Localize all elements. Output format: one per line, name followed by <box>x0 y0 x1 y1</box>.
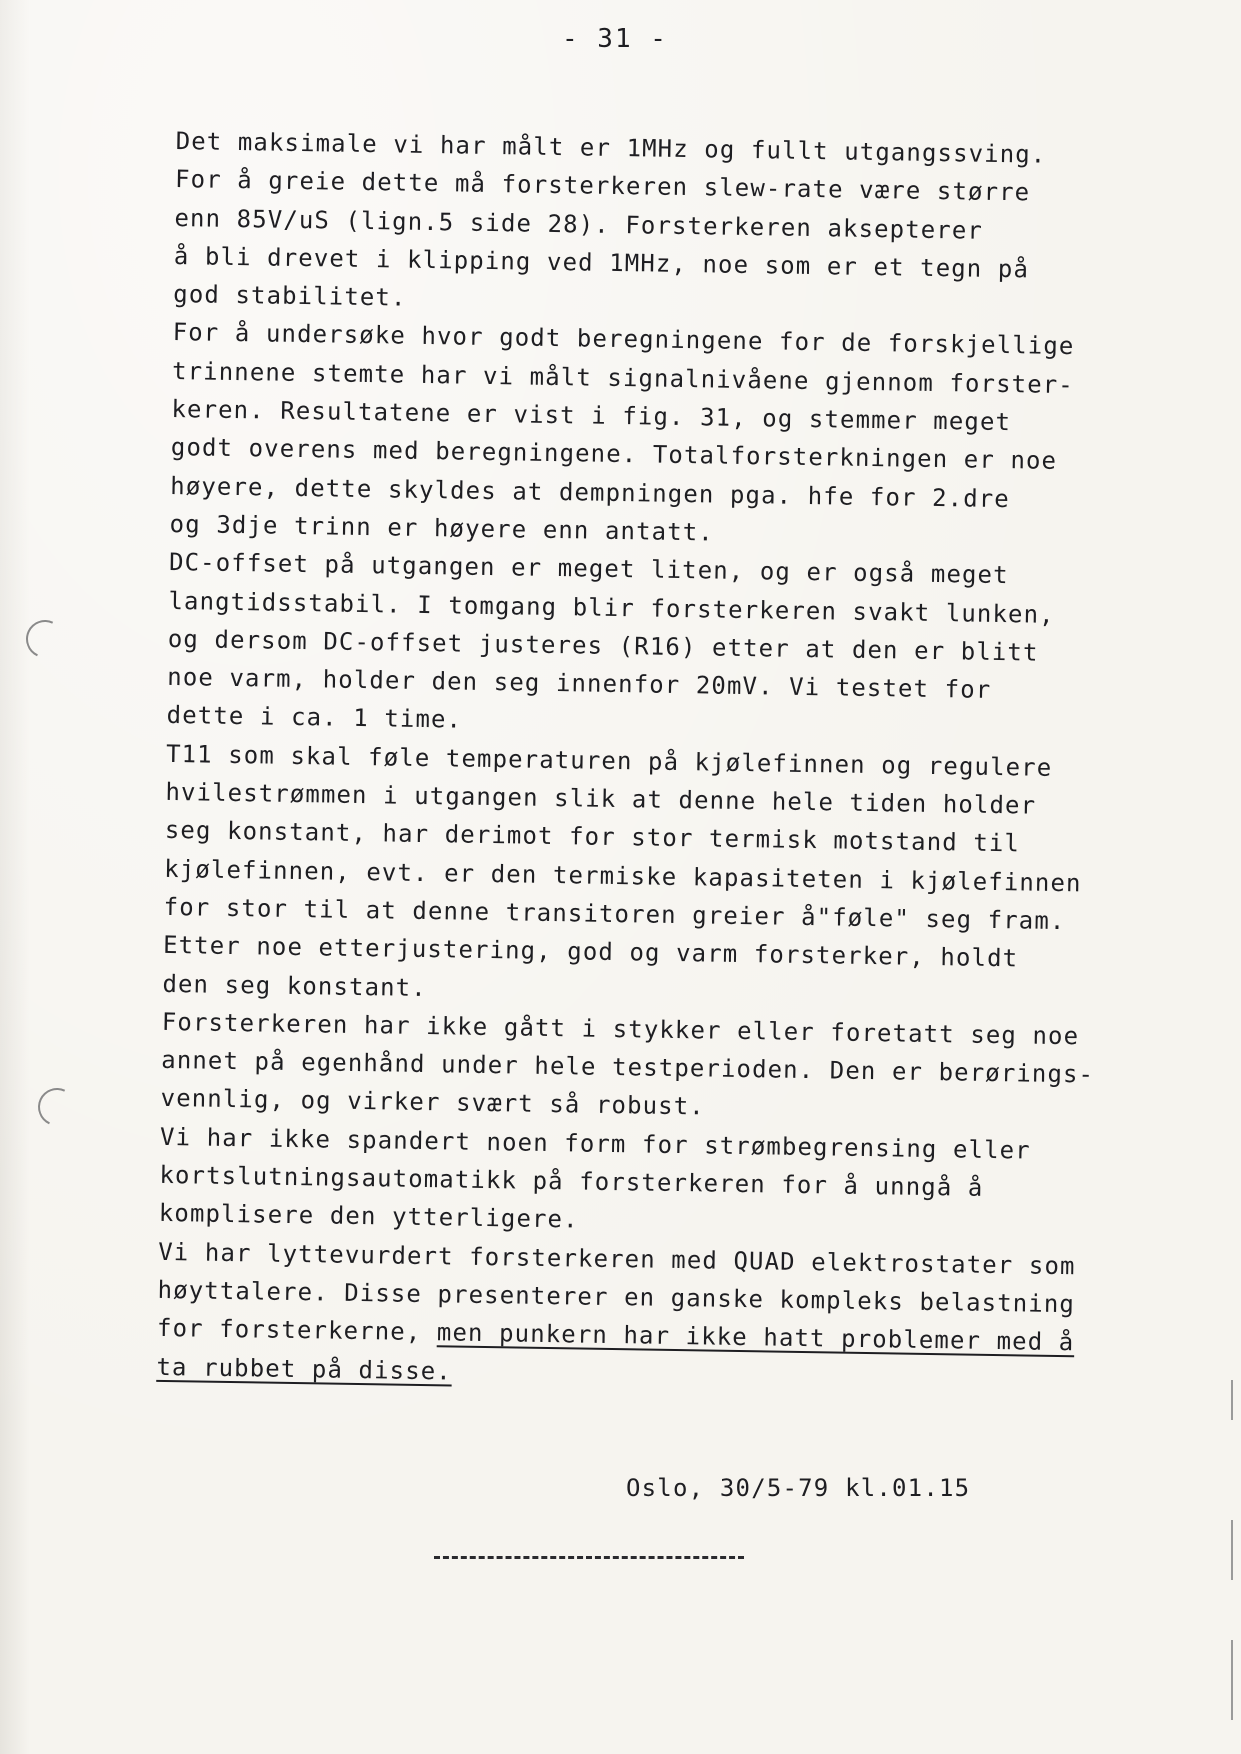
text-line: Det maksimale vi har målt er 1MHz og fullt utgangssving. <box>175 126 1047 169</box>
text-line: For å undersøke hvor godt beregningene for de forskjellige <box>172 318 1075 361</box>
text-line: noe varm, holder den seg innenfor 20mV. Vi testet for <box>167 663 992 705</box>
text-line: trinnene stemte har vi målt signalnivåene gjennom forster- <box>171 356 1075 399</box>
text-line: komplisere den ytterligere. <box>158 1199 579 1234</box>
text-line: Forsterkeren har ikke gått i stykker eller foretatt seg noe <box>161 1007 1080 1051</box>
text-line: for stor til at denne transitoren greier å"føle" seg fram. <box>163 892 1066 936</box>
text-line: enn 85V/uS (lign.5 side 28). Forsterkeren aksepterer <box>174 203 984 245</box>
closing-dash-line <box>434 1556 744 1559</box>
underlined-text: men punkern har ikke hatt problemer med å <box>436 1318 1075 1357</box>
text-line: godt overens med beregningene. Totalforsterkningen er noe <box>170 433 1058 476</box>
text-line: Vi har ikke spandert noen form for strømbegrensing eller <box>159 1122 1031 1165</box>
text-line: for forsterkerne, men punkern har ikke hatt problemer med å <box>156 1314 1075 1357</box>
text-line: Vi har lyttevurdert forsterkeren med QUAD elektrostater som <box>158 1237 1076 1280</box>
edge-mark <box>1231 1640 1233 1720</box>
text-line: dette i ca. 1 time. <box>166 701 463 735</box>
body-text <box>156 122 1096 1400</box>
text-line: høyere, dette skyldes at dempningen pga. hfe for 2.dre <box>170 471 1011 513</box>
text-line: DC-offset på utgangen er meget liten, og er også meget <box>168 548 1009 590</box>
text-line: T11 som skal føle temperaturen på kjølefinnen og regulere <box>165 739 1053 782</box>
text-line: kjølefinnen, evt. er den termiske kapasiteten i kjølefinnen <box>164 854 1082 897</box>
text-line: keren. Resultatene er vist i fig. 31, og stemmer meget <box>171 395 1012 437</box>
text-line: seg konstant, har derimot for stor termisk motstand til <box>164 816 1021 858</box>
text-line: Etter noe etterjustering, god og varm forsterker, holdt <box>162 931 1019 973</box>
text-line: god stabilitet. <box>173 280 407 312</box>
edge-mark <box>1231 1520 1233 1580</box>
edge-mark <box>1231 1380 1233 1420</box>
text-line: kortslutningsautomatikk på forsterkeren for å unngå å <box>159 1160 984 1202</box>
punch-hole-mark <box>21 615 70 664</box>
text-line: og dersom DC-offset justeres (R16) etter at den er blitt <box>167 624 1039 667</box>
text-line: langtidsstabil. I tomgang blir forsterkeren svakt lunken, <box>168 586 1055 629</box>
underlined-text: ta rubbet på disse. <box>156 1352 453 1385</box>
text-line: For å greie dette må forsterkeren slew-rate være større <box>174 165 1031 207</box>
text-line: annet på egenhånd under hele testperioden. Den er berørings- <box>161 1046 1095 1089</box>
text-line: og 3dje trinn er høyere enn antatt. <box>169 509 715 547</box>
text-line: vennlig, og virker svært så robust. <box>160 1084 706 1121</box>
text-line: hvilestrømmen i utgangen slik at denne hele tiden holder <box>165 777 1037 820</box>
place-date-signature: Oslo, 30/5-79 kl.01.15 <box>626 1474 971 1502</box>
punch-hole-mark <box>33 1083 82 1132</box>
text-line: høyttalere. Disse presenterer en ganske kompleks belastning <box>157 1275 1076 1319</box>
page-number: - 31 - <box>562 24 668 54</box>
text-line: den seg konstant. <box>162 969 427 1002</box>
text-line: å bli drevet i klipping ved 1MHz, noe som er et tegn på <box>173 241 1030 284</box>
